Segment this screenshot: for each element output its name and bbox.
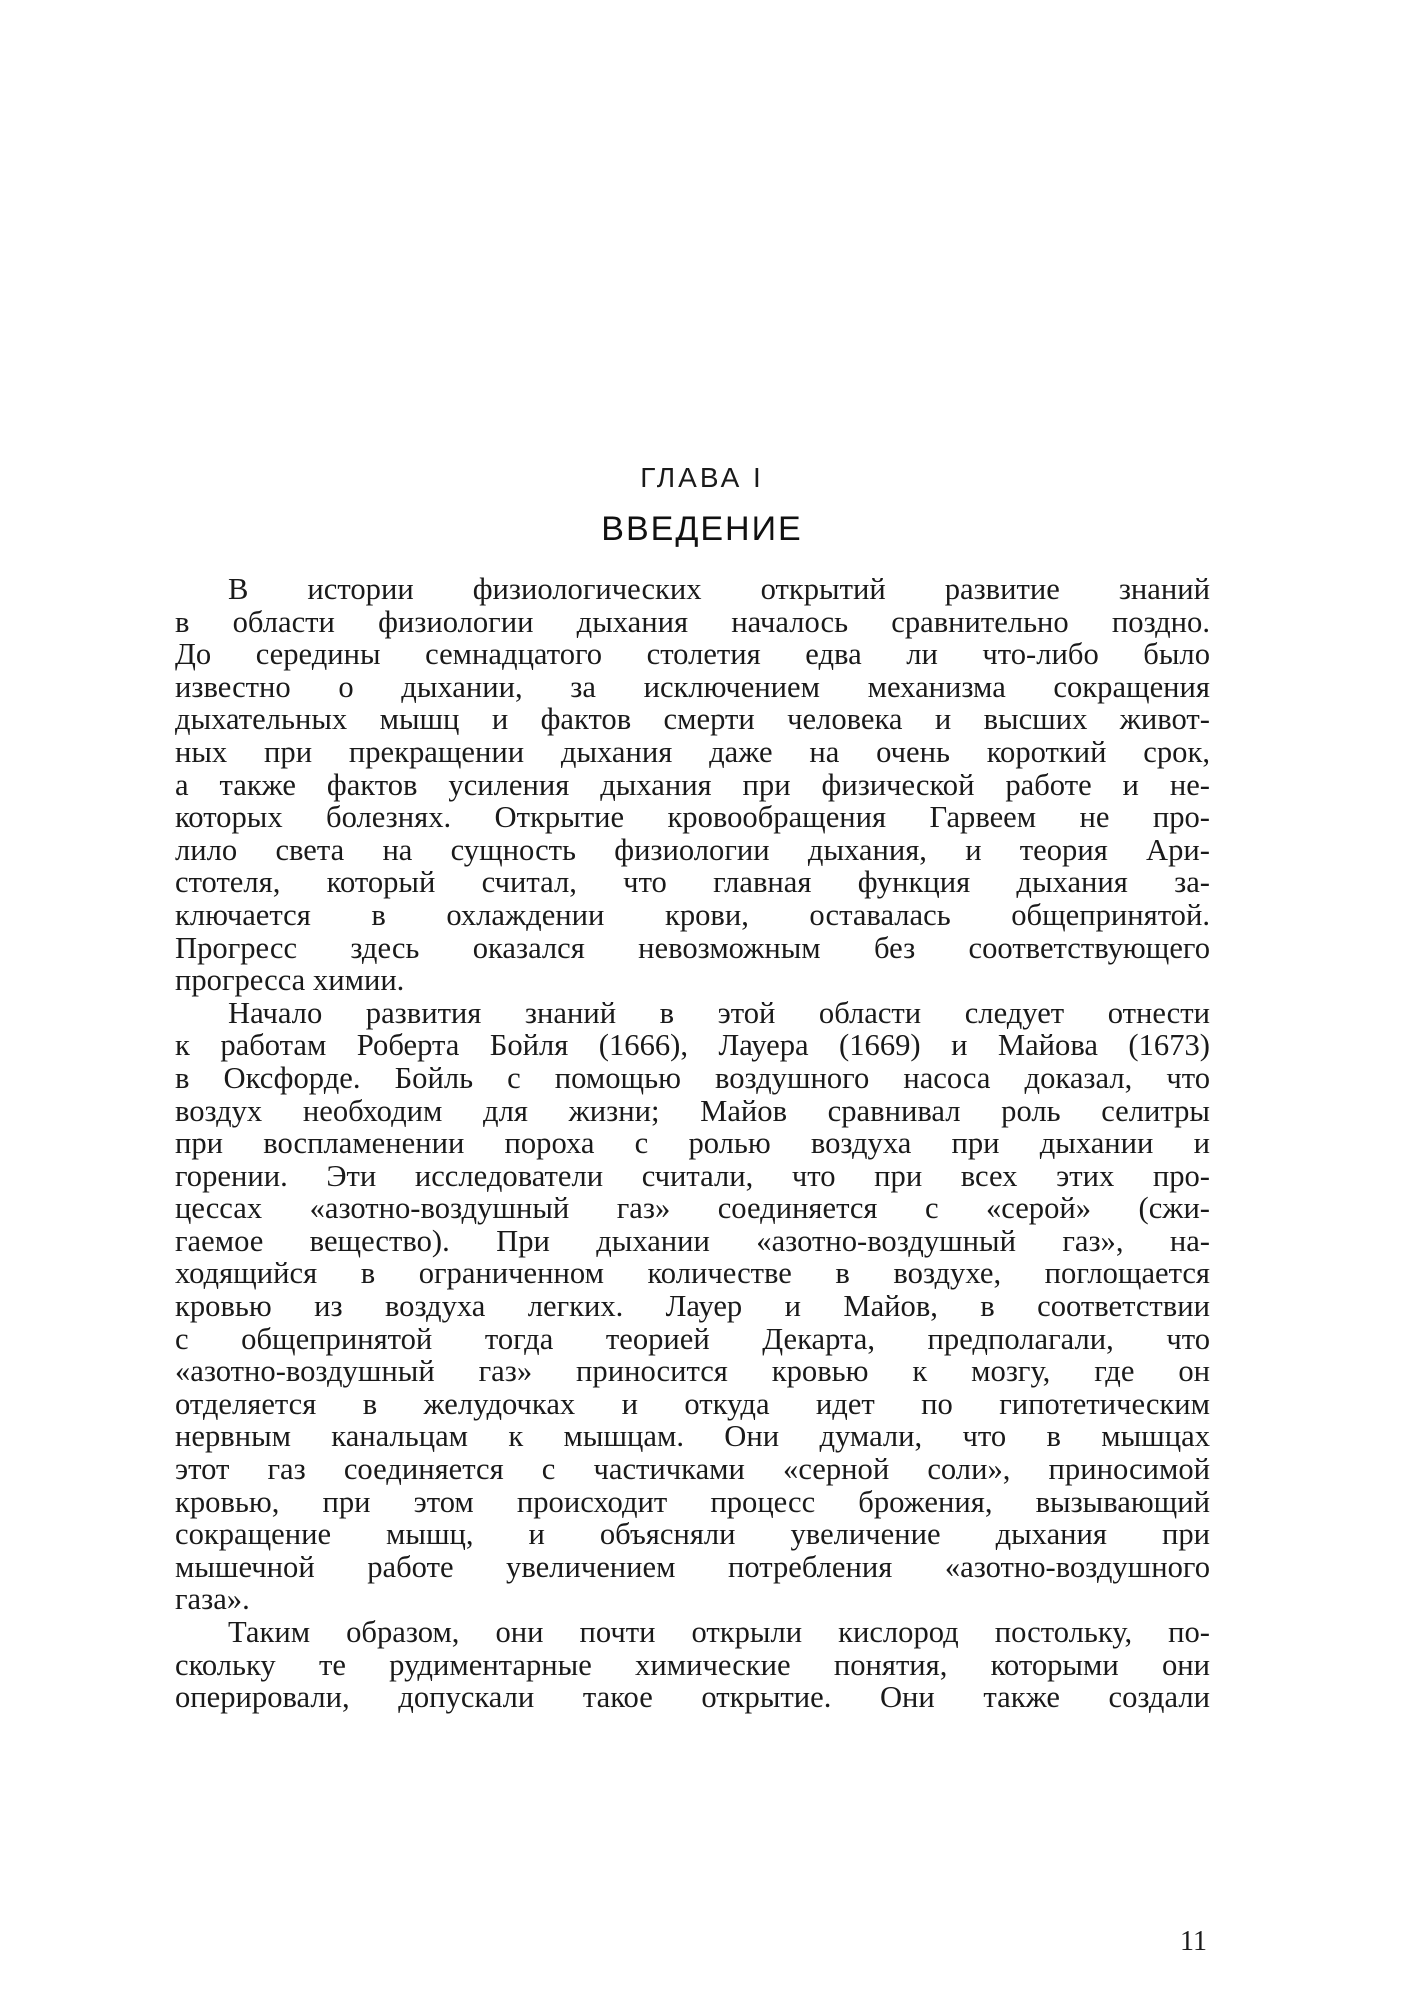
chapter-title: ВВЕДЕНИЕ <box>601 510 803 548</box>
text-line: Таким образом, они почти открыли кислород постольку, по- <box>228 1615 1210 1649</box>
text-line: газа». <box>175 1582 250 1617</box>
text-line: До середины семнадцатого столетия едва ли что-либо было <box>175 637 1210 672</box>
text-line: к работам Роберта Бойля (1666), Лауера (1669) и Майова (1673) <box>175 1028 1210 1063</box>
text-line: этот газ соединяется с частичками «серной соли», приносимой <box>175 1452 1210 1487</box>
text-line: гаемое вещество). При дыхании «азотно-воздушный газ», на- <box>175 1223 1210 1258</box>
paragraph <box>175 1616 1210 1714</box>
text-line: воздух необходим для жизни; Майов сравнивал роль селитры <box>175 1093 1210 1128</box>
body-text <box>175 573 1210 1714</box>
text-line: дыхательных мышц и фактов смерти человека и высших живот- <box>175 702 1210 737</box>
page-number: 11 <box>1180 1926 1207 1957</box>
text-line: отделяется в желудочках и откуда идет по гипотетическим <box>175 1386 1210 1421</box>
text-line: «азотно-воздушный газ» приносится кровью к мозгу, где он <box>175 1354 1210 1389</box>
text-line: горении. Эти исследователи считали, что при всех этих про- <box>175 1158 1210 1193</box>
text-line: Прогресс здесь оказался невозможным без соответствующего <box>175 930 1210 965</box>
text-line: а также фактов усиления дыхания при физической работе и не- <box>175 767 1210 802</box>
text-line: в области физиологии дыхания началось сравнительно поздно. <box>175 604 1210 639</box>
text-line: сокращение мышц, и объясняли увеличение дыхания при <box>175 1517 1210 1552</box>
text-line: стотеля, который считал, что главная функция дыхания за- <box>175 865 1210 900</box>
text-line: кровью, при этом происходит процесс брожения, вызывающий <box>175 1484 1210 1519</box>
text-line: В истории физиологических открытий развитие знаний <box>228 572 1210 606</box>
text-line: ключается в охлаждении крови, оставалась общепринятой. <box>175 897 1210 932</box>
text-line: Начало развития знаний в этой области следует отнести <box>228 995 1210 1030</box>
text-line: нервным канальцам к мышцам. Они думали, что в мышцах <box>175 1419 1210 1454</box>
text-line: оперировали, допускали такое открытие. Они также создали <box>175 1680 1210 1715</box>
text-line: мышечной работе увеличением потребления «азотно-воздушного <box>175 1549 1210 1584</box>
text-line: прогресса химии. <box>175 963 405 998</box>
text-line: при воспламенении пороха с ролью воздуха при дыхании и <box>175 1126 1210 1161</box>
text-line: цессах «азотно-воздушный газ» соединяется с «серой» (сжи- <box>175 1191 1210 1226</box>
text-line: с общепринятой тогда теорией Декарта, предполагали, что <box>175 1321 1210 1356</box>
text-line: ных при прекращении дыхания даже на очень короткий срок, <box>175 734 1210 769</box>
text-line: ходящийся в ограниченном количестве в воздухе, поглощается <box>175 1256 1210 1291</box>
text-line: кровью из воздуха легких. Лауер и Майов, в соответствии <box>175 1289 1210 1324</box>
text-line: в Оксфорде. Бойль с помощью воздушного насоса доказал, что <box>175 1060 1210 1095</box>
chapter-label: ГЛАВА I <box>640 462 764 493</box>
paragraph <box>175 573 1210 997</box>
text-line: скольку те рудиментарные химические понятия, которыми они <box>175 1647 1210 1682</box>
text-line: которых болезнях. Открытие кровообращения Гарвеем не про- <box>175 800 1210 835</box>
text-line: лило света на сущность физиологии дыхания, и теория Ари- <box>175 832 1210 867</box>
text-line: известно о дыхании, за исключением механизма сокращения <box>175 669 1210 704</box>
paragraph <box>175 997 1210 1616</box>
